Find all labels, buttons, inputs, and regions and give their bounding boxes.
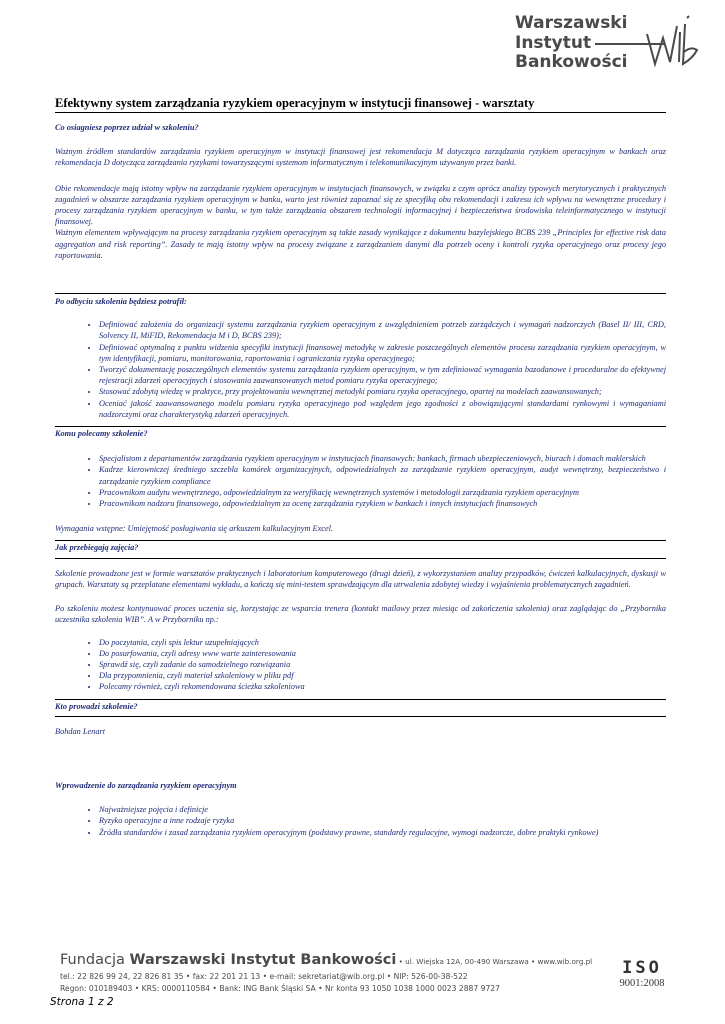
- section-heading-outcomes: Co osiagniesz poprzez udział w szkoleniu?: [55, 123, 199, 132]
- section-heading-format: Jak przebiegają zajęcia?: [55, 543, 139, 553]
- wib-logo: [515, 14, 705, 86]
- paragraph: Po szkoleniu możesz kontynuować proces uczenia się, korzystając ze wsparcia trenera (kontakt mailowy przez miesiąc od zakończenia szkolenia) oraz zaglądając do „Przybornika uczestnika szkolenia WIB”. A w Przyborniku np.:: [55, 604, 666, 625]
- list-item: • Do posurfowania, czyli adresy www warte zainteresowania: [99, 648, 666, 659]
- divider: [55, 426, 666, 427]
- page-footer: [60, 952, 665, 998]
- requirements-text: Wymagania wstępne: Umiejętność posługiwania się arkuszem kalkulacyjnym Excel.: [55, 524, 334, 534]
- list-item: • Sprawdź się, czyli zadanie do samodzielnego rozwiązania: [99, 659, 666, 670]
- document-body: [55, 122, 666, 838]
- iso-label: ISO: [622, 958, 662, 978]
- logo-line-2: Instytut: [515, 32, 592, 53]
- list-item: • Definiować optymalną z punktu widzenia specyfiki instytucji finansowej metodykę w zakresie poszczególnych elementów procesu zarządzania ryzykiem operacyjnym, w tym identyfikacji, pomiaru, monitorowania, raportowania i ograniczania ryzyka operacyjnego;: [99, 342, 666, 364]
- section-heading-skills: Po odbyciu szkolenia będziesz potrafił:: [55, 297, 187, 307]
- footer-address: • ul. Wiejska 12A, 00-490 Warszawa • www.wib.org.pl: [396, 957, 593, 966]
- footer-org-line: [60, 952, 592, 968]
- logo-line-1: Warszawski: [515, 13, 628, 33]
- section-heading-trainer: Kto prowadzi szkolenie?: [55, 701, 138, 711]
- list-item: • Pracownikom nadzoru finansowego, odpowiedzialnym za ocenę zarządzania ryzykiem w bankach i innych instytucjach finansowych: [99, 498, 666, 509]
- toolkit-list: [55, 637, 666, 693]
- page-number: Strona 1 z 2: [50, 996, 114, 1008]
- skills-list: [55, 319, 666, 420]
- intro-list: [55, 804, 666, 838]
- list-item: • Stosować zdobytą wiedzę w praktyce, przy projektowaniu wewnętrznej metodyki pomiaru ryzyka operacyjnego, opartej na modelach zaawansowanych;: [99, 386, 666, 397]
- list-item: • Kadrze kierowniczej średniego szczebla komórek organizacyjnych, odpowiedzialnych za zarządzanie ryzykiem operacyjnym, audyt wewnętrzny, bezpieczeństwo i zarządzanie ryzykiem compliance: [99, 464, 666, 486]
- list-item: • Pracownikom audytu wewnętrznego, odpowiedzialnym za weryfikację wewnętrznych systemów i metodologii zarządzania ryzykiem operacyjnym: [99, 487, 666, 498]
- document-title: Efektywny system zarządzania ryzykiem operacyjnym w instytucji finansowej - warsztaty: [55, 96, 666, 113]
- list-item: • Oceniać jakość zaawansowanego modelu pomiaru ryzyka operacyjnego pod względem jego zgodności z obowiązującymi standardami rynkowymi i wymaganiami nadzorczymi oraz charakterystyką zdarzeń operacyjnych.: [99, 398, 666, 420]
- logo-line-3: Bankowości: [515, 52, 628, 72]
- divider: [55, 293, 666, 294]
- paragraph: Szkolenie prowadzone jest w formie warsztatów praktycznych i laboratorium komputerowego (drugi dzień), z wykorzystaniem analizy przypadków, ćwiczeń kalkulacyjnych, dyskusji w grupach. Warsztaty są przeplatane elementami wykładu, a kończą się mini-testem sprawdzającym dla utrwalenia zdobytej wiedzy i wyjaśnienia problematycznych zagadnień.: [55, 568, 666, 589]
- list-item: • Najważniejsze pojęcia i definicje: [99, 804, 666, 815]
- paragraph: Ważnym źródłem standardów zarządzania ryzykiem operacyjnym w instytucji finansowej jest rekomendacja M dotycząca zarządzania ryzykiem operacyjnym w bankach oraz rekomendacja D dotycząca zarządzania ryzykami towarzyszącymi systemom informatycznym i telekomunikacyjnym używanym przez banki.: [55, 147, 666, 168]
- paragraph: Obie rekomendacje mają istotny wpływ na zarządzanie ryzykiem operacyjnym w instytucjach finansowych, w związku z czym oprócz analizy typowych merytorycznych i praktycznych zagadnień w obszarze zarządzania ryzykiem operacyjnym w banku, warto jest również zapoznać się ze specyfiką obu rekomendacji i zakresu ich wpływu na wewnętrzne procedury i procesy zarządzania ryzykiem operacyjnym w banku, w tym także zarządzania obszarem technologii informacyjnej i bezpieczeństwa środowiska teleinformatycznego w instytucji finansowej.: [55, 183, 666, 227]
- list-item: • Definiować założenia do organizacji systemu zarządzania ryzykiem operacyjnym z uwzględnieniem potrzeb zarządczych i wymagań nadzorczych (Basel II/ III, CRD, Solvency II, MiFID, Rekomendacja M i D, BCBS 239);: [99, 319, 666, 341]
- list-item: • Dla przypomnienia, czyli materiał szkoleniowy w pliku pdf: [99, 670, 666, 681]
- section-heading-intro: Wprowadzenie do zarządzania ryzykiem operacyjnym: [55, 780, 237, 790]
- iso-standard: 9001:2008: [619, 978, 665, 989]
- footer-org-prefix: Fundacja: [60, 952, 130, 968]
- list-item: • Polecamy również, czyli rekomendowana ścieżka szkoleniowa: [99, 681, 666, 692]
- section-heading-audience: Komu polecamy szkolenie?: [55, 429, 148, 439]
- footer-contact-line: tel.: 22 826 99 24, 22 826 81 35 • fax: 22 201 21 13 • e-mail: sekretariat@wib.org.pl • NIP: 526-00-38-522: [60, 972, 468, 981]
- list-item: • Tworzyć dokumentację poszczególnych elementów systemu zarządzania ryzykiem operacyjnym, w tym zdefiniować wymagania bazodanowe i proceduralne do efektywnej rejestracji zdarzeń operacyjnych i stosowania zaawansowanych metod pomiaru ryzyka operacyjnego;: [99, 364, 666, 386]
- iso-badge: [612, 958, 672, 989]
- divider: [55, 540, 666, 541]
- list-item: • Ryzyko operacyjne a inne rodzaje ryzyka: [99, 815, 666, 826]
- wib-signature-icon: [515, 14, 705, 86]
- audience-list: [55, 453, 666, 509]
- list-item: • Do poczytania, czyli spis lektur uzupełniających: [99, 637, 666, 648]
- list-item: • Źródła standardów i zasad zarządzania ryzykiem operacyjnym (podstawy prawne, standardy regulacyjne, wymogi nadzorcze, dobre praktyki rynkowe): [99, 827, 666, 838]
- list-item: • Specjalistom z departamentów zarządzania ryzykiem operacyjnym w instytucjach finansowych: bankach, firmach ubezpieczeniowych, biurach i domach maklerskich: [99, 453, 666, 464]
- footer-org-name: Warszawski Instytut Bankowości: [129, 952, 397, 968]
- footer-registry-line: Regon: 010189403 • KRS: 0000110584 • Bank: ING Bank Śląski SA • Nr konta 93 1050 1038 1000 0023 2887 9727: [60, 984, 500, 993]
- paragraph: Ważnym elementem wpływającym na procesy zarządzania ryzykiem operacyjnym są także zasady wynikające z dokumentu bazylejskiego BCBS 239 „Principles for effective risk data aggregation and risk reporting”. Zasady te mają istotny wpływ na procesy związane z zarządzaniem danymi dla potrzeb oceny i kontroli ryzyka operacyjnego oraz procesy jego raportowania.: [55, 228, 666, 260]
- trainer-name: Bohdan Lenart: [55, 726, 106, 736]
- divider: [55, 699, 666, 700]
